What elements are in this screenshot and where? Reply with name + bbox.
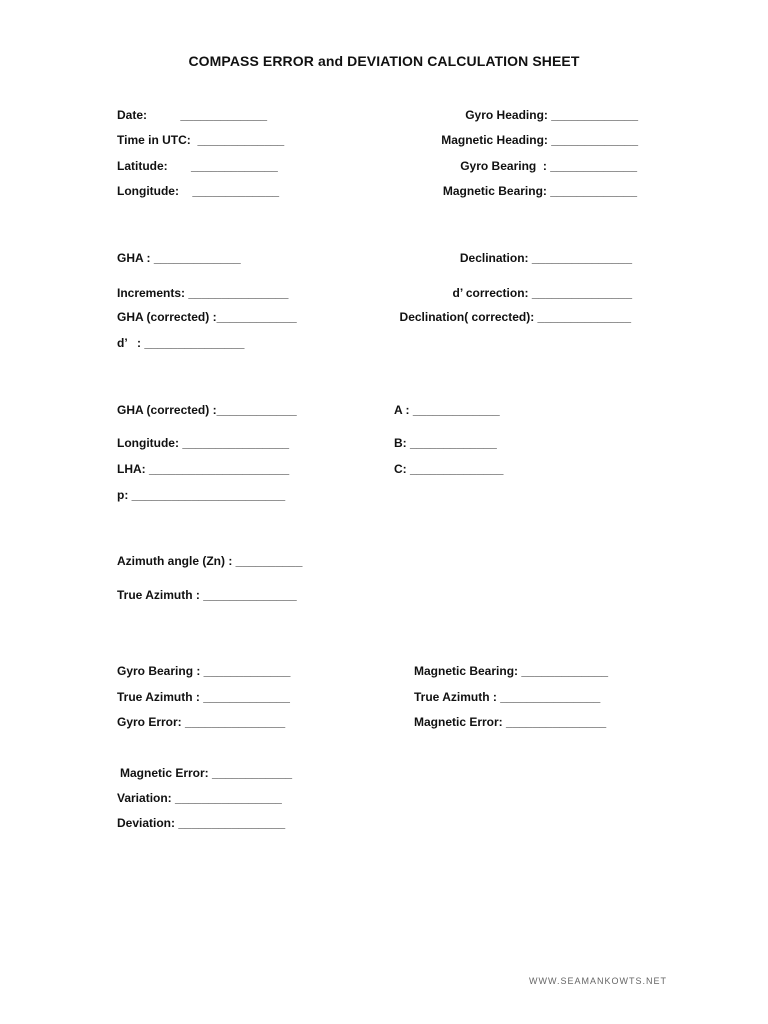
magnetic-heading-field[interactable]: Magnetic Heading: _____________ — [441, 133, 638, 147]
a-field[interactable]: A : _____________ — [394, 403, 500, 417]
p-field[interactable]: p: _______________________ — [117, 488, 286, 502]
declination-field[interactable]: Declination: _______________ — [459, 251, 632, 265]
declination-corrected-field[interactable]: Declination( corrected): ______________ — [399, 310, 631, 324]
magnetic-bearing-field[interactable]: Magnetic Bearing: _____________ — [442, 184, 637, 198]
magnetic-bearing-field-2[interactable]: Magnetic Bearing: _____________ — [414, 664, 609, 678]
date-field[interactable]: Date: _____________ — [117, 108, 268, 122]
increments-field[interactable]: Increments: _______________ — [117, 286, 289, 300]
gha-field[interactable]: GHA : _____________ — [117, 251, 241, 265]
d-correction-field[interactable]: d’ correction: _______________ — [452, 286, 632, 300]
longitude-field-2[interactable]: Longitude: ________________ — [117, 436, 290, 450]
variation-field[interactable]: Variation: ________________ — [117, 791, 282, 805]
magnetic-error-field[interactable]: Magnetic Error: _______________ — [414, 715, 607, 729]
true-azimuth-field[interactable]: True Azimuth : ______________ — [117, 588, 297, 602]
gyro-bearing-field-2[interactable]: Gyro Bearing : _____________ — [117, 664, 291, 678]
time-utc-field[interactable]: Time in UTC: _____________ — [117, 133, 285, 147]
azimuth-angle-field[interactable]: Azimuth angle (Zn) : __________ — [117, 554, 303, 568]
gyro-bearing-field[interactable]: Gyro Bearing : _____________ — [460, 159, 637, 173]
true-azimuth-field-3[interactable]: True Azimuth : _______________ — [414, 690, 601, 704]
d-prime-field[interactable]: d’ : _______________ — [117, 336, 245, 350]
longitude-field[interactable]: Longitude: _____________ — [117, 184, 280, 198]
b-field[interactable]: B: _____________ — [394, 436, 497, 450]
latitude-field[interactable]: Latitude: _____________ — [117, 159, 278, 173]
gyro-heading-field[interactable]: Gyro Heading: _____________ — [465, 108, 638, 122]
true-azimuth-field-2[interactable]: True Azimuth : _____________ — [117, 690, 290, 704]
lha-field[interactable]: LHA: _____________________ — [117, 462, 290, 476]
c-field[interactable]: C: ______________ — [394, 462, 504, 476]
deviation-field[interactable]: Deviation: ________________ — [117, 816, 286, 830]
gha-corrected-field-2[interactable]: GHA (corrected) :____________ — [117, 403, 297, 417]
magnetic-error-field-2[interactable]: Magnetic Error: ____________ — [120, 766, 293, 780]
website-footer: WWW.SEAMANKOWTS.NET — [529, 976, 667, 986]
gha-corrected-field[interactable]: GHA (corrected) :____________ — [117, 310, 297, 324]
page-title: COMPASS ERROR and DEVIATION CALCULATION SHEET — [188, 53, 580, 69]
gyro-error-field[interactable]: Gyro Error: _______________ — [117, 715, 286, 729]
